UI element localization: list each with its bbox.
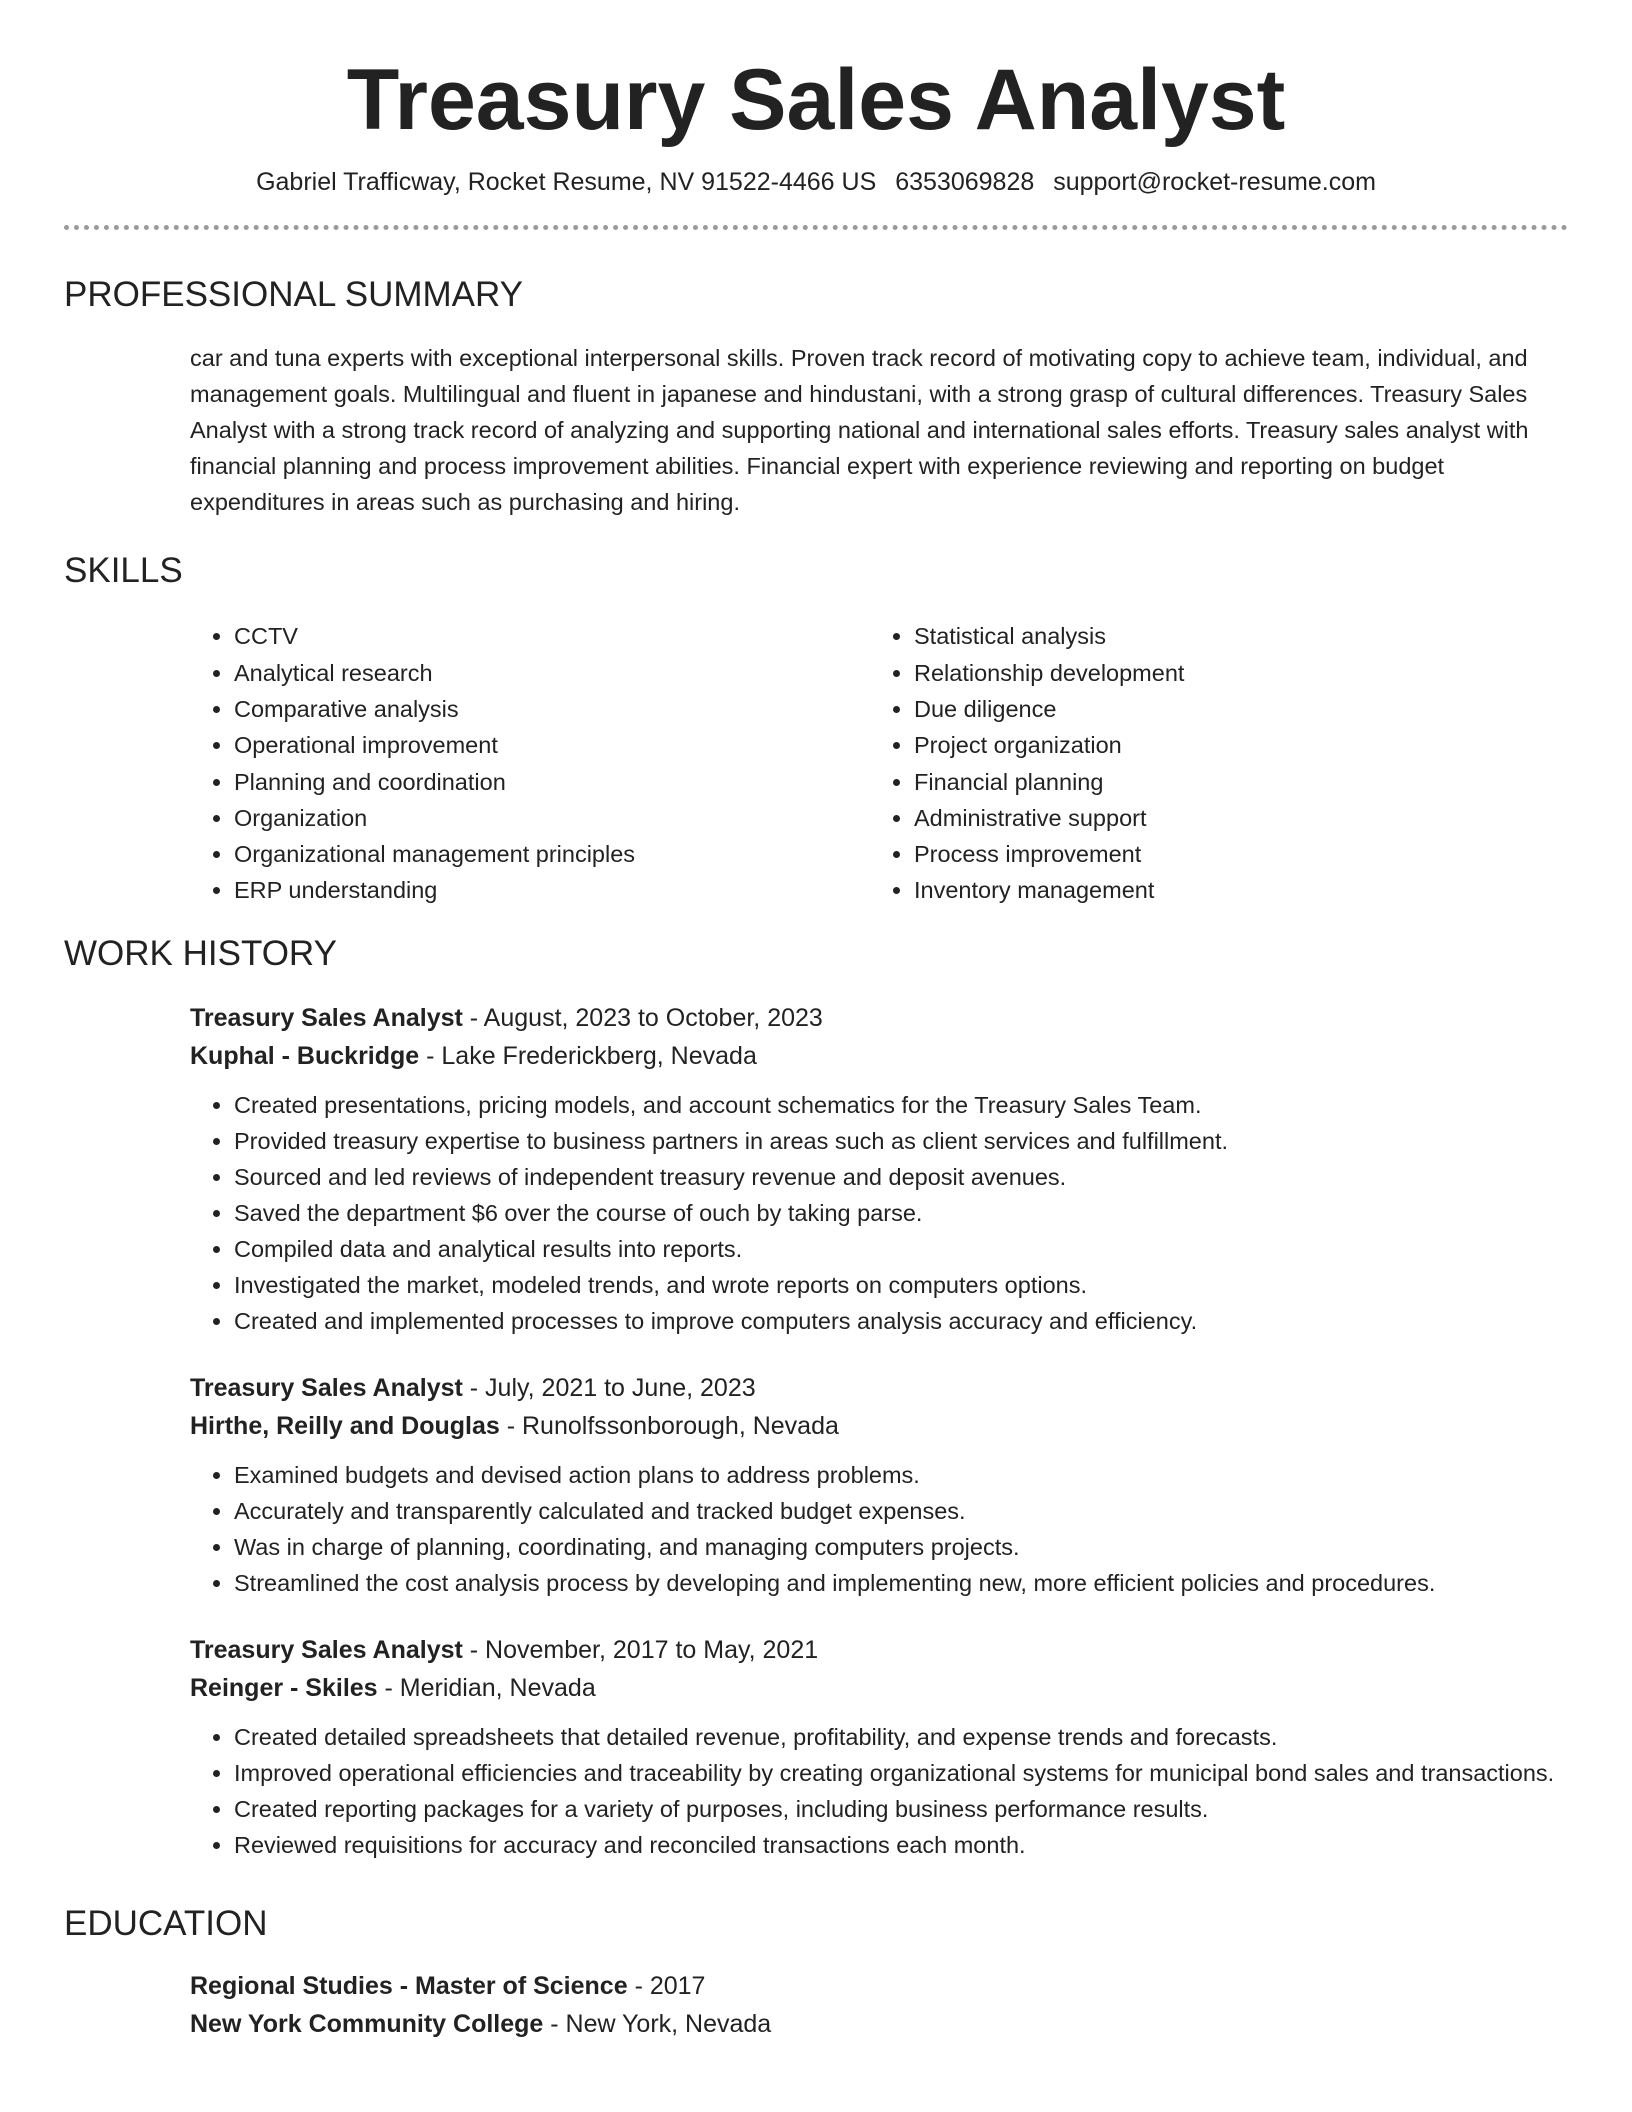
education-location: - New York, Nevada — [543, 2009, 772, 2038]
job-bullet: • Created presentations, pricing models, and account schematics for the Treasury Sales Team. — [234, 1087, 1568, 1123]
job-title: Treasury Sales Analyst — [190, 1373, 463, 1402]
education-school-line — [190, 2005, 1568, 2043]
skill-item: • Relationship development — [914, 655, 1550, 691]
summary-heading: PROFESSIONAL SUMMARY — [64, 275, 523, 315]
job-title: Treasury Sales Analyst — [190, 1003, 463, 1032]
job-company: Kuphal - Buckridge — [190, 1041, 420, 1070]
skill-item: • Project organization — [914, 727, 1550, 763]
job-bullet: • Created detailed spreadsheets that detailed revenue, profitability, and expense trends and forecasts. — [234, 1719, 1568, 1755]
job-entry — [190, 999, 1568, 1339]
job-bullet: • Was in charge of planning, coordinating, and managing computers projects. — [234, 1529, 1568, 1565]
job-bullet: • Streamlined the cost analysis process by developing and implementing new, more efficient policies and procedures. — [234, 1565, 1568, 1601]
skill-item: • Statistical analysis — [914, 618, 1550, 654]
contact-address: Gabriel Trafficway, Rocket Resume, NV 91522-4466 US — [256, 168, 877, 197]
skills-column-left — [190, 618, 870, 908]
job-bullet: • Created and implemented processes to improve computers analysis accuracy and efficiency. — [234, 1303, 1568, 1339]
work-history-heading: WORK HISTORY — [64, 933, 337, 973]
job-bullet: • Saved the department $6 over the course of ouch by taking parse. — [234, 1195, 1568, 1231]
skill-item: • Administrative support — [914, 800, 1550, 836]
contact-phone: 6353069828 — [895, 168, 1035, 197]
job-bullet: • Provided treasury expertise to business partners in areas such as client services and fulfillment. — [234, 1123, 1568, 1159]
job-company-line — [190, 1669, 1568, 1707]
skill-item: • Planning and coordination — [234, 764, 870, 800]
job-title-line — [190, 1631, 1568, 1669]
skills-heading: SKILLS — [64, 551, 183, 591]
skill-item: • Inventory management — [914, 872, 1550, 908]
job-bullet: • Sourced and led reviews of independent treasury revenue and deposit avenues. — [234, 1159, 1568, 1195]
education-year: - 2017 — [627, 1971, 706, 2000]
job-company: Reinger - Skiles — [190, 1673, 378, 1702]
job-title-line — [190, 999, 1568, 1037]
header-divider — [64, 225, 1568, 230]
skill-item: • Organization — [234, 800, 870, 836]
skills-list — [190, 618, 1568, 908]
job-dates: - July, 2021 to June, 2023 — [462, 1373, 756, 1402]
education-degree: Regional Studies - Master of Science — [190, 1971, 628, 2000]
job-dates: - November, 2017 to May, 2021 — [462, 1635, 819, 1664]
job-company: Hirthe, Reilly and Douglas — [190, 1411, 500, 1440]
skill-item: • Due diligence — [914, 691, 1550, 727]
job-bullet: • Created reporting packages for a variety of purposes, including business performance results. — [234, 1791, 1568, 1827]
skill-item: • Financial planning — [914, 764, 1550, 800]
education-school: New York Community College — [190, 2009, 544, 2038]
education-heading: EDUCATION — [64, 1903, 268, 1943]
job-bullets — [190, 1719, 1568, 1863]
job-title-line — [190, 1369, 1568, 1407]
job-bullet: • Compiled data and analytical results into reports. — [234, 1231, 1568, 1267]
skill-item: • Organizational management principles — [234, 836, 870, 872]
job-company-line — [190, 1407, 1568, 1445]
job-title: Treasury Sales Analyst — [190, 1635, 463, 1664]
skill-item: • Comparative analysis — [234, 691, 870, 727]
education-entry — [190, 1967, 1568, 2043]
summary-text: car and tuna experts with exceptional interpersonal skills. Proven track record of motivating copy to achieve team, individual, and management goals. Multilingual and fluent in japanese and hindustani, with a strong grasp of cultural differences. Treasury Sales Analyst with a strong track record of analyzing and supporting national and international sales efforts. Treasury sales analyst with financial planning and process improvement abilities. Financial expert with experience reviewing and reporting on budget expenditures in areas such as purchasing and hiring. — [190, 345, 1529, 516]
job-location: - Meridian, Nevada — [377, 1673, 596, 1702]
job-bullet: • Accurately and transparently calculated and tracked budget expenses. — [234, 1493, 1568, 1529]
job-dates: - August, 2023 to October, 2023 — [462, 1003, 823, 1032]
page-title: Treasury Sales Analyst — [346, 52, 1286, 148]
skill-item: • Analytical research — [234, 655, 870, 691]
job-location: - Lake Frederickberg, Nevada — [419, 1041, 757, 1070]
skills-column-right — [870, 618, 1550, 908]
job-bullet: • Investigated the market, modeled trends, and wrote reports on computers options. — [234, 1267, 1568, 1303]
skill-item: • CCTV — [234, 618, 870, 654]
education-degree-line — [190, 1967, 1568, 2005]
skill-item: • Process improvement — [914, 836, 1550, 872]
job-entry — [190, 1369, 1568, 1601]
job-entry — [190, 1631, 1568, 1863]
contact-email: support@rocket-resume.com — [1053, 168, 1376, 197]
job-company-line — [190, 1037, 1568, 1075]
job-bullet: • Reviewed requisitions for accuracy and reconciled transactions each month. — [234, 1827, 1568, 1863]
skill-item: • ERP understanding — [234, 872, 870, 908]
job-bullets — [190, 1087, 1568, 1339]
job-bullet: • Improved operational efficiencies and traceability by creating organizational systems for municipal bond sales and transactions. — [234, 1755, 1568, 1791]
skill-item: • Operational improvement — [234, 727, 870, 763]
contact-line — [64, 168, 1568, 197]
job-bullets — [190, 1457, 1568, 1601]
job-location: - Runolfssonborough, Nevada — [499, 1411, 839, 1440]
job-bullet: • Examined budgets and devised action plans to address problems. — [234, 1457, 1568, 1493]
